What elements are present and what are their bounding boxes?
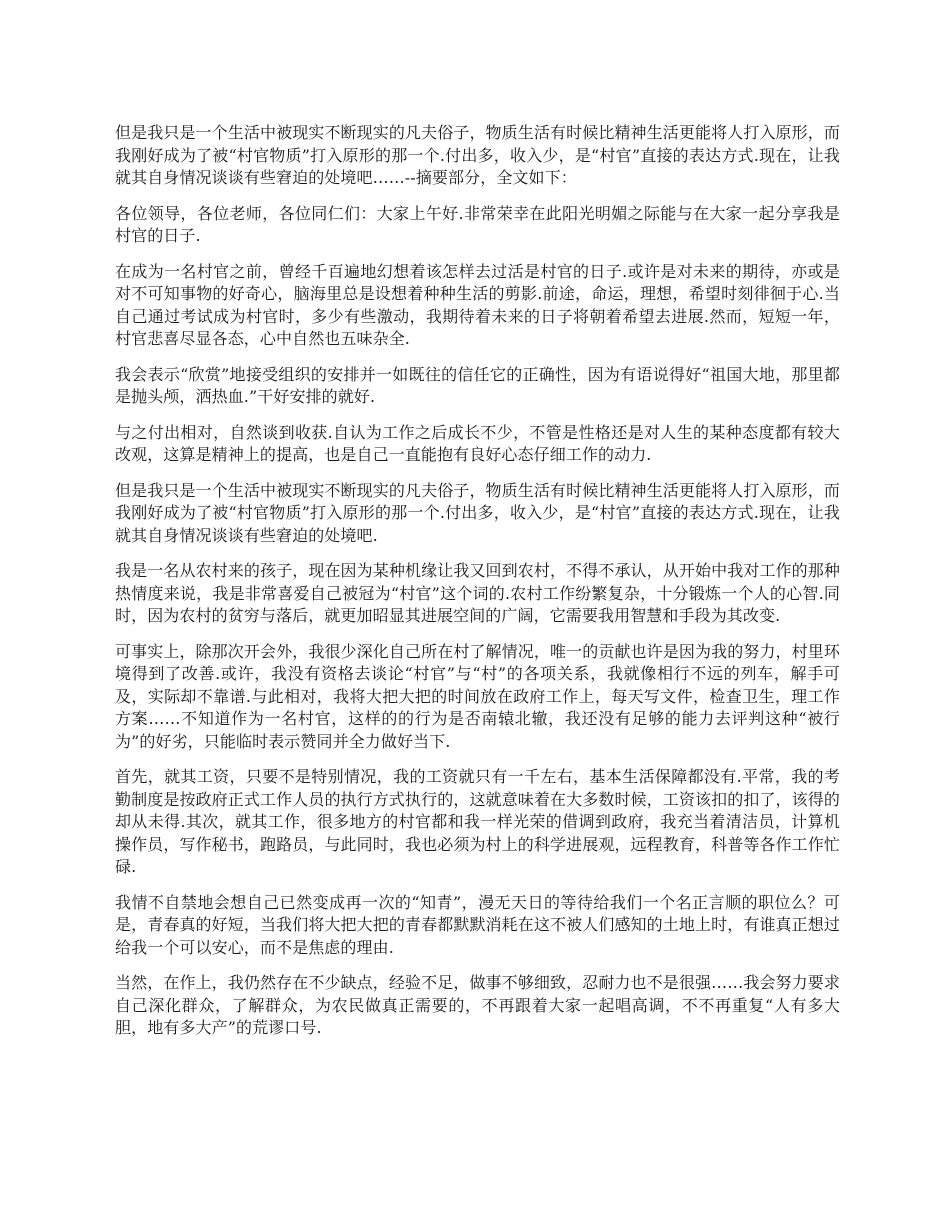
paragraph-salary-work: 首先，就其工资，只要不是特别情况，我的工资就只有一千左右，基本生活保障都没有.平常，我的考勤制度是按政府正式工作人员的执行方式执行的，这就意味着在大多数时候，工资该扣的扣了，该得的却从未得.其次，就其工作，很多地方的村官都和我一样光荣的借调到政府，我充当着清洁员，计算机操作员，写作秘书，跑路员，与此同时，我也必须为村上的科学进展观，远程教育，科普等各作工作忙碌.	[115, 767, 840, 876]
paragraph-accept-arrangement: 我会表示“欣赏”地接受组织的安排并一如既往的信任它的正确性，因为有语说得好“祖国大地，那里都是抛头颅，洒热血.”干好安排的就好.	[115, 364, 840, 406]
paragraph-material-life: 但是我只是一个生活中被现实不断现实的凡夫俗子，物质生活有时候比精神生活更能将人打入原形，而我刚好成为了被“村官物质”打入原形的那一个.付出多，收入少，是“村官”直接的表达方式.现在，让我就其自身情况谈谈有些窘迫的处境吧.	[115, 480, 840, 545]
paragraph-shortcomings: 当然，在作上，我仍然存在不少缺点，经验不足，做事不够细致，忍耐力也不是很强……我会努力要求自己深化群众，了解群众，为农民做真正需要的，不再跟着大家一起唱高调，不不再重复“人有多大胆，地有多大产”的荒谬口号.	[115, 973, 840, 1037]
paragraph-greeting: 各位领导，各位老师，各位同仁们：大家上午好.非常荣幸在此阳光明媚之际能与在大家一起分享我是村官的日子.	[115, 203, 840, 245]
paragraph-educated-youth: 我情不自禁地会想自己已然变成再一次的“知青”，漫无天日的等待给我们一个名正言顺的职位么？可是，青春真的好短，当我们将大把大把的青春都默默消耗在这不被人们感知的土地上时，有谁真正想过给我一个可以安心，而不是焦虑的理由.	[115, 892, 840, 957]
paragraph-before-village-official: 在成为一名村官之前，曾经千百遍地幻想着该怎样去过活是村官的日子.或许是对未来的期待，亦或是对不可知事物的好奇心，脑海里总是设想着种种生活的剪影.前途，命运，理想，希望时刻徘徊于心.当自己通过考试成为村官时，多少有些激动，我期待着未来的日子将朝着希望去进展.然而，短短一年，村官悲喜尽显各态，心中自然也五味杂全.	[115, 261, 840, 348]
paragraph-reality: 可事实上，除那次开会外，我很少深化自己所在村了解情况，唯一的贡献也许是因为我的努力，村里环境得到了改善.或许，我没有资格去谈论“村官”与“村”的各项关系，我就像相行不远的列车，解手可及，实际却不靠谱.与此相对，我将大把大把的时间放在政府工作上，每天写文件，检查卫生，理工作方案……不知道作为一名村官，这样的的行为是否南辕北辙，我还没有足够的能力去评判这种“被行为”的好劣，只能临时表示赞同并全力做好当下.	[115, 641, 840, 751]
document-body	[115, 122, 840, 1053]
paragraph-rural-child: 我是一名从农村来的孩子，现在因为某种机缘让我又回到农村，不得不承认，从开始中我对工作的那种热情度来说，我是非常喜爱自己被冠为“村官”这个词的.农村工作纷繁复杂，十分锻炼一个人的心智.同时，因为农村的贫穷与落后，就更加昭显其进展空间的广阔，它需要我用智慧和手段为其改变.	[115, 561, 840, 625]
paragraph-summary: 但是我只是一个生活中被现实不断现实的凡夫俗子，物质生活有时候比精神生活更能将人打入原形，而我刚好成为了被“村官物质”打入原形的那一个.付出多，收入少，是“村官”直接的表达方式.现在，让我就其自身情况谈谈有些窘迫的处境吧……--摘要部分，全文如下：	[115, 123, 840, 187]
paragraph-gains: 与之付出相对，自然谈到收获.自认为工作之后成长不少，不管是性格还是对人生的某种态度都有较大改观，这算是精神上的提高，也是自己一直能抱有良好心态仔细工作的动力.	[115, 422, 840, 464]
